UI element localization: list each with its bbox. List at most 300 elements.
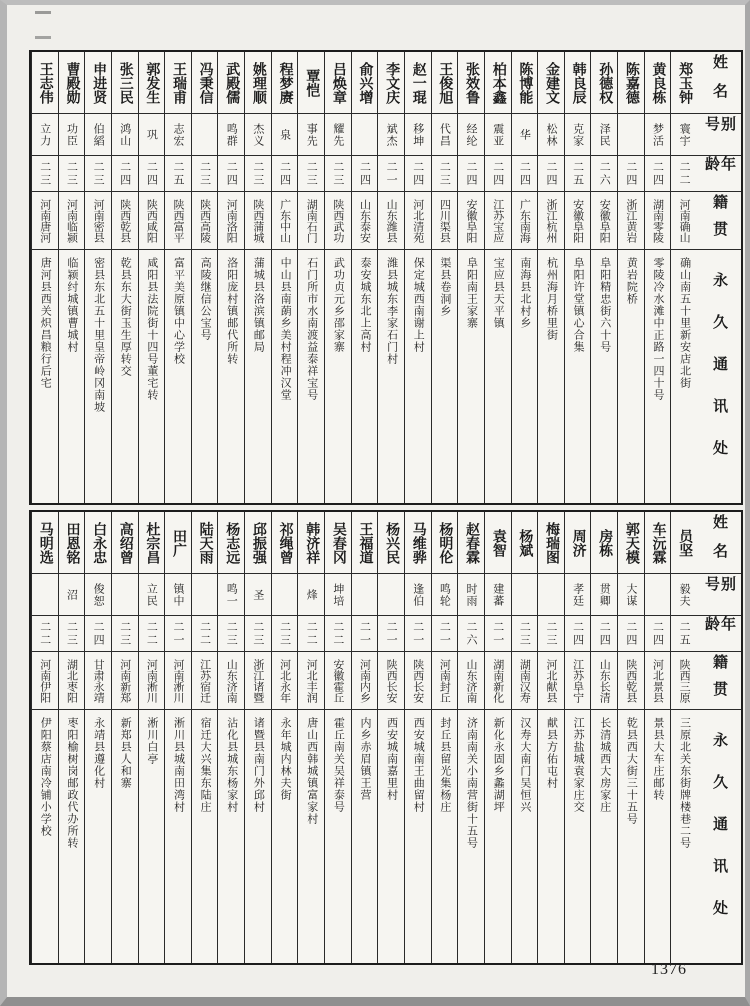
person-column xyxy=(511,512,538,963)
person-address: 淅川白亭 xyxy=(145,717,158,765)
person-age: 二二 xyxy=(32,616,58,652)
person-age: 二三 xyxy=(512,616,538,652)
person-name: 黄良栋 xyxy=(645,52,671,114)
directory-table-lower xyxy=(29,510,743,965)
person-column xyxy=(484,512,511,963)
person-name: 张三民 xyxy=(112,52,138,114)
person-name: 赵春霖 xyxy=(458,512,484,574)
person-alias: 逢伯 xyxy=(405,574,431,616)
person-native: 陕西三原 xyxy=(671,652,697,710)
person-name: 杜宗昌 xyxy=(139,512,165,574)
person-age: 二四 xyxy=(618,156,644,192)
person-name: 周济 xyxy=(565,512,591,574)
person-column xyxy=(564,52,591,503)
person-column xyxy=(644,512,671,963)
person-alias: 大谋 xyxy=(618,574,644,616)
person-column xyxy=(84,52,111,503)
person-name: 袁智 xyxy=(485,512,511,574)
person-age: 二一 xyxy=(432,616,458,652)
person-alias: 经纶 xyxy=(458,114,484,156)
person-alias xyxy=(352,574,378,616)
person-address: 宝应县天平镇 xyxy=(492,257,505,329)
person-address: 阜阳精忠街六十号 xyxy=(598,257,611,353)
person-name: 田广 xyxy=(165,512,191,574)
person-native: 山东泰安 xyxy=(352,192,378,250)
person-alias: 立力 xyxy=(32,114,58,156)
person-address: 富平美原镇中心学校 xyxy=(172,257,185,365)
person-address: 献县方佑屯村 xyxy=(545,717,558,789)
person-alias: 贯卿 xyxy=(591,574,617,616)
person-alias: 松林 xyxy=(538,114,564,156)
person-column xyxy=(58,52,85,503)
person-name: 杨斌 xyxy=(512,512,538,574)
header-age: 年龄 xyxy=(697,616,741,652)
person-column xyxy=(138,512,165,963)
person-name: 白永忠 xyxy=(85,512,111,574)
person-column xyxy=(244,512,271,963)
person-age: 二一 xyxy=(352,616,378,652)
person-native: 甘肃永靖 xyxy=(85,652,111,710)
person-age: 二四 xyxy=(565,616,591,652)
person-address: 保定城西南谢上村 xyxy=(412,257,425,353)
person-native: 河北丰润 xyxy=(298,652,324,710)
person-name: 王志伟 xyxy=(32,52,58,114)
person-column xyxy=(297,512,324,963)
person-native: 安徽阜阳 xyxy=(591,192,617,250)
person-address: 封丘县留光集杨庄 xyxy=(438,717,451,813)
scan-artifact xyxy=(35,11,51,39)
person-column xyxy=(271,512,298,963)
person-name: 覃恺 xyxy=(298,52,324,114)
person-address: 伊阳蔡店南冷铺小学校 xyxy=(39,717,52,837)
person-name: 陆天雨 xyxy=(192,512,218,574)
person-native: 河南内乡 xyxy=(352,652,378,710)
person-alias: 志宏 xyxy=(165,114,191,156)
person-age: 二三 xyxy=(298,156,324,192)
person-name: 马明选 xyxy=(32,512,58,574)
person-alias: 功臣 xyxy=(59,114,85,156)
person-column xyxy=(164,52,191,503)
person-age: 二四 xyxy=(618,616,644,652)
person-alias xyxy=(272,574,298,616)
person-name: 王瑞甫 xyxy=(165,52,191,114)
person-age: 二三 xyxy=(538,616,564,652)
person-age: 二五 xyxy=(565,156,591,192)
person-name: 韩济祥 xyxy=(298,512,324,574)
person-column xyxy=(111,512,138,963)
person-name: 祁绳曾 xyxy=(272,512,298,574)
person-native: 河北献县 xyxy=(538,652,564,710)
person-age: 二三 xyxy=(85,156,111,192)
person-alias: 寰宇 xyxy=(671,114,697,156)
person-age: 二四 xyxy=(485,156,511,192)
person-column xyxy=(431,512,458,963)
person-name: 姚理顺 xyxy=(245,52,271,114)
person-name: 王福道 xyxy=(352,512,378,574)
person-alias: 毅夫 xyxy=(671,574,697,616)
person-alias xyxy=(645,574,671,616)
person-native: 陕西长安 xyxy=(378,652,404,710)
person-column xyxy=(84,512,111,963)
person-native: 江苏宿迁 xyxy=(192,652,218,710)
person-alias xyxy=(352,114,378,156)
person-name: 王俊旭 xyxy=(432,52,458,114)
person-native: 陕西富平 xyxy=(165,192,191,250)
person-native: 陕西武功 xyxy=(325,192,351,250)
person-age: 二三 xyxy=(432,156,458,192)
person-address: 武功贞元乡邵家寨 xyxy=(332,257,345,353)
person-native: 河南伊阳 xyxy=(32,652,58,710)
person-address: 枣阳榆树岗邮政代办所转 xyxy=(65,717,78,849)
person-address: 西安城南王曲留村 xyxy=(412,717,425,813)
header-alias: 别号 xyxy=(697,114,741,156)
person-alias: 圣 xyxy=(245,574,271,616)
person-alias xyxy=(512,574,538,616)
header-native: 籍贯 xyxy=(697,192,741,250)
person-age: 二四 xyxy=(538,156,564,192)
person-column xyxy=(297,52,324,503)
person-alias: 代昌 xyxy=(432,114,458,156)
person-alias xyxy=(192,114,218,156)
person-alias: 梦活 xyxy=(645,114,671,156)
person-name: 张效鲁 xyxy=(458,52,484,114)
person-column xyxy=(670,512,697,963)
person-name: 吕焕章 xyxy=(325,52,351,114)
person-age: 二三 xyxy=(32,156,58,192)
person-age: 二二 xyxy=(298,616,324,652)
person-age: 二一 xyxy=(405,616,431,652)
person-address: 临颍纣城镇曹城村 xyxy=(65,257,78,353)
person-column xyxy=(31,512,58,963)
person-age: 二二 xyxy=(139,616,165,652)
person-age: 二四 xyxy=(272,156,298,192)
person-age: 二二 xyxy=(325,616,351,652)
person-column xyxy=(138,52,165,503)
person-address: 唐山西韩城镇富家村 xyxy=(305,717,318,825)
person-alias: 鸣一 xyxy=(218,574,244,616)
person-age: 二三 xyxy=(325,156,351,192)
person-name: 冯秉信 xyxy=(192,52,218,114)
person-column xyxy=(377,52,404,503)
person-column xyxy=(457,512,484,963)
person-native: 河南密县 xyxy=(85,192,111,250)
person-name: 员坚 xyxy=(671,512,697,574)
person-address: 高陵继信公宝号 xyxy=(199,257,212,341)
person-column xyxy=(271,52,298,503)
person-age: 二一 xyxy=(165,616,191,652)
person-native: 江苏阜宁 xyxy=(565,652,591,710)
person-alias: 时雨 xyxy=(458,574,484,616)
person-native: 河南临颍 xyxy=(59,192,85,250)
person-native: 安徽阜阳 xyxy=(565,192,591,250)
person-address: 中山县南蓢乡美村程冲汉堂 xyxy=(279,257,292,401)
header-native: 籍贯 xyxy=(697,652,741,710)
person-age: 二四 xyxy=(85,616,111,652)
person-native: 河南确山 xyxy=(671,192,697,250)
person-native: 河南淅川 xyxy=(139,652,165,710)
person-column xyxy=(617,52,644,503)
person-native: 河南淅川 xyxy=(165,652,191,710)
person-age: 二三 xyxy=(192,156,218,192)
person-alias: 俊恕 xyxy=(85,574,111,616)
person-name: 邱振强 xyxy=(245,512,271,574)
person-alias: 建蕃 xyxy=(485,574,511,616)
page-number: 1376 xyxy=(651,961,687,978)
person-alias xyxy=(618,114,644,156)
person-name: 杨明伦 xyxy=(432,512,458,574)
person-name: 郑玉钟 xyxy=(671,52,697,114)
person-native: 河南唐河 xyxy=(32,192,58,250)
person-age: 二四 xyxy=(591,616,617,652)
person-name: 曹殿勋 xyxy=(59,52,85,114)
person-native: 四川渠县 xyxy=(432,192,458,250)
person-column xyxy=(58,512,85,963)
person-native: 陕西乾县 xyxy=(112,192,138,250)
header-name: 姓名 xyxy=(697,512,741,574)
person-alias: 孝廷 xyxy=(565,574,591,616)
person-age: 二六 xyxy=(458,616,484,652)
person-column xyxy=(111,52,138,503)
person-column xyxy=(484,52,511,503)
person-address: 三原北关东街牌楼巷二号 xyxy=(678,717,691,849)
person-alias xyxy=(378,574,404,616)
person-native: 湖南石门 xyxy=(298,192,324,250)
person-age: 二五 xyxy=(671,616,697,652)
person-address: 淅川县城南田湾村 xyxy=(172,717,185,813)
person-age: 二一 xyxy=(378,156,404,192)
person-name: 李文庆 xyxy=(378,52,404,114)
person-native: 陕西咸阳 xyxy=(139,192,165,250)
person-age: 二四 xyxy=(352,156,378,192)
person-column xyxy=(324,52,351,503)
person-alias xyxy=(32,574,58,616)
person-native: 湖南零陵 xyxy=(645,192,671,250)
person-age: 二三 xyxy=(218,616,244,652)
person-address: 阜阳许堂镇心合集 xyxy=(572,257,585,353)
person-name: 郭发生 xyxy=(139,52,165,114)
person-native: 浙江诸暨 xyxy=(245,652,271,710)
person-age: 二四 xyxy=(512,156,538,192)
person-name: 俞兴增 xyxy=(352,52,378,114)
person-address: 潍县城东李家石门村 xyxy=(385,257,398,365)
person-age: 二四 xyxy=(139,156,165,192)
header-column xyxy=(697,52,741,503)
person-alias: 坤培 xyxy=(325,574,351,616)
person-address: 唐河县西关炽昌粮行后宅 xyxy=(39,257,52,389)
person-native: 湖北枣阳 xyxy=(59,652,85,710)
person-column xyxy=(537,512,564,963)
person-alias: 斌杰 xyxy=(378,114,404,156)
person-native: 河北清苑 xyxy=(405,192,431,250)
person-column xyxy=(404,52,431,503)
person-address: 乾县东大街玉生厚转交 xyxy=(119,257,132,377)
person-alias: 华 xyxy=(512,114,538,156)
person-alias: 震亚 xyxy=(485,114,511,156)
person-address: 景县大车庄邮转 xyxy=(652,717,665,801)
person-address: 新化永固乡蠡湖坪 xyxy=(492,717,505,813)
person-address: 沾化县城东杨家村 xyxy=(225,717,238,813)
person-address: 密县东北五十里皇帝岭冈南坡 xyxy=(92,257,105,413)
person-alias: 沼 xyxy=(59,574,85,616)
person-native: 浙江黄岩 xyxy=(618,192,644,250)
person-native: 河北景县 xyxy=(645,652,671,710)
person-alias: 巩 xyxy=(139,114,165,156)
person-column xyxy=(351,512,378,963)
person-column xyxy=(537,52,564,503)
person-name: 杨志远 xyxy=(218,512,244,574)
person-age: 二三 xyxy=(272,616,298,652)
person-name: 柏本鑫 xyxy=(485,52,511,114)
person-column xyxy=(617,512,644,963)
person-column xyxy=(244,52,271,503)
person-name: 孙德权 xyxy=(591,52,617,114)
person-alias: 耀先 xyxy=(325,114,351,156)
person-native: 湖南新化 xyxy=(485,652,511,710)
person-address: 新郑县人和寨 xyxy=(119,717,132,789)
person-alias: 泉 xyxy=(272,114,298,156)
directory-table-upper xyxy=(29,50,743,505)
person-age: 二四 xyxy=(405,156,431,192)
person-native: 河南封丘 xyxy=(432,652,458,710)
person-name: 程梦赓 xyxy=(272,52,298,114)
person-column xyxy=(590,52,617,503)
person-age: 二四 xyxy=(112,156,138,192)
person-name: 田恩铭 xyxy=(59,512,85,574)
person-name: 韩良辰 xyxy=(565,52,591,114)
person-age: 二四 xyxy=(218,156,244,192)
person-alias: 烽 xyxy=(298,574,324,616)
person-native: 安徽霍丘 xyxy=(325,652,351,710)
person-age: 二三 xyxy=(112,616,138,652)
person-name: 车沅霖 xyxy=(645,512,671,574)
person-address: 洛阳庞村镇邮代所转 xyxy=(225,257,238,365)
person-name: 金建文 xyxy=(538,52,564,114)
person-name: 陈博能 xyxy=(512,52,538,114)
person-address: 长清城西大房家庄 xyxy=(598,717,611,813)
person-address: 阜阳南王家寨 xyxy=(465,257,478,329)
person-address: 泰安城东北上高村 xyxy=(358,257,371,353)
person-column xyxy=(217,512,244,963)
header-age: 年龄 xyxy=(697,156,741,192)
person-address: 济南南关小南营街十五号 xyxy=(465,717,478,849)
person-name: 郭天模 xyxy=(618,512,644,574)
person-address: 乾县西大街三十五号 xyxy=(625,717,638,825)
person-address: 南海县北村乡 xyxy=(518,257,531,329)
person-column xyxy=(217,52,244,503)
person-alias: 泽民 xyxy=(591,114,617,156)
person-address: 江苏盐城袁家庄交 xyxy=(572,717,585,813)
person-native: 河北永年 xyxy=(272,652,298,710)
person-age: 二一 xyxy=(485,616,511,652)
person-alias: 克家 xyxy=(565,114,591,156)
person-address: 石门所市水南渡益泰祥宝号 xyxy=(305,257,318,401)
person-native: 陕西乾县 xyxy=(618,652,644,710)
person-column xyxy=(670,52,697,503)
person-age: 二六 xyxy=(591,156,617,192)
person-name: 房栋 xyxy=(591,512,617,574)
person-age: 二四 xyxy=(458,156,484,192)
person-name: 吴春冈 xyxy=(325,512,351,574)
person-alias: 镇中 xyxy=(165,574,191,616)
person-native: 山东潍县 xyxy=(378,192,404,250)
person-alias: 鸿山 xyxy=(112,114,138,156)
person-column xyxy=(377,512,404,963)
person-alias xyxy=(192,574,218,616)
person-column xyxy=(164,512,191,963)
person-native: 河南新郑 xyxy=(112,652,138,710)
person-address: 黄岩院桥 xyxy=(625,257,638,305)
person-column xyxy=(191,52,218,503)
person-native: 安徽阜阳 xyxy=(458,192,484,250)
person-column xyxy=(457,52,484,503)
person-age: 二一 xyxy=(378,616,404,652)
person-alias: 事先 xyxy=(298,114,324,156)
person-age: 二四 xyxy=(645,616,671,652)
person-address: 咸阳县法院街十四号董宅转 xyxy=(145,257,158,401)
person-alias xyxy=(538,574,564,616)
person-address: 永靖县遵化村 xyxy=(92,717,105,789)
person-native: 河南洛阳 xyxy=(218,192,244,250)
person-native: 广东中山 xyxy=(272,192,298,250)
person-age: 二三 xyxy=(59,156,85,192)
header-column xyxy=(697,512,741,963)
person-alias: 鸣群 xyxy=(218,114,244,156)
person-name: 马维骅 xyxy=(405,512,431,574)
person-column xyxy=(31,52,58,503)
person-name: 武殿儒 xyxy=(218,52,244,114)
person-column xyxy=(351,52,378,503)
person-name: 陈嘉德 xyxy=(618,52,644,114)
person-address: 蒲城县洛滨镇邮局 xyxy=(252,257,265,353)
person-column xyxy=(431,52,458,503)
person-column xyxy=(324,512,351,963)
person-alias xyxy=(112,574,138,616)
person-alias: 鸣轮 xyxy=(432,574,458,616)
person-native: 山东济南 xyxy=(458,652,484,710)
person-column xyxy=(564,512,591,963)
person-address: 确山南五十里新安店北街 xyxy=(678,257,691,389)
person-name: 申进贤 xyxy=(85,52,111,114)
person-age: 二三 xyxy=(59,616,85,652)
person-age: 二二 xyxy=(671,156,697,192)
person-address: 诸暨县南门外邱村 xyxy=(252,717,265,813)
person-name: 赵一琨 xyxy=(405,52,431,114)
person-address: 西安城南嘉里村 xyxy=(385,717,398,801)
person-name: 杨兴民 xyxy=(378,512,404,574)
person-age: 二三 xyxy=(245,616,271,652)
person-column xyxy=(404,512,431,963)
person-native: 湖南汉寿 xyxy=(512,652,538,710)
person-name: 梅瑞图 xyxy=(538,512,564,574)
person-age: 二三 xyxy=(245,156,271,192)
person-column xyxy=(511,52,538,503)
person-address: 汉寿大南门吴恒兴 xyxy=(518,717,531,813)
person-age: 二五 xyxy=(165,156,191,192)
person-address: 内乡赤眉镇王营 xyxy=(358,717,371,801)
person-alias: 杰义 xyxy=(245,114,271,156)
person-alias: 立民 xyxy=(139,574,165,616)
person-column xyxy=(590,512,617,963)
person-alias: 移坤 xyxy=(405,114,431,156)
person-native: 陕西蒲城 xyxy=(245,192,271,250)
person-native: 广东南海 xyxy=(512,192,538,250)
person-native: 陕西长安 xyxy=(405,652,431,710)
person-address: 渠县卷洞乡 xyxy=(438,257,451,317)
person-column xyxy=(644,52,671,503)
person-address: 宿迁大兴集东陆庄 xyxy=(199,717,212,813)
person-native: 江苏宝应 xyxy=(485,192,511,250)
person-age: 二四 xyxy=(645,156,671,192)
